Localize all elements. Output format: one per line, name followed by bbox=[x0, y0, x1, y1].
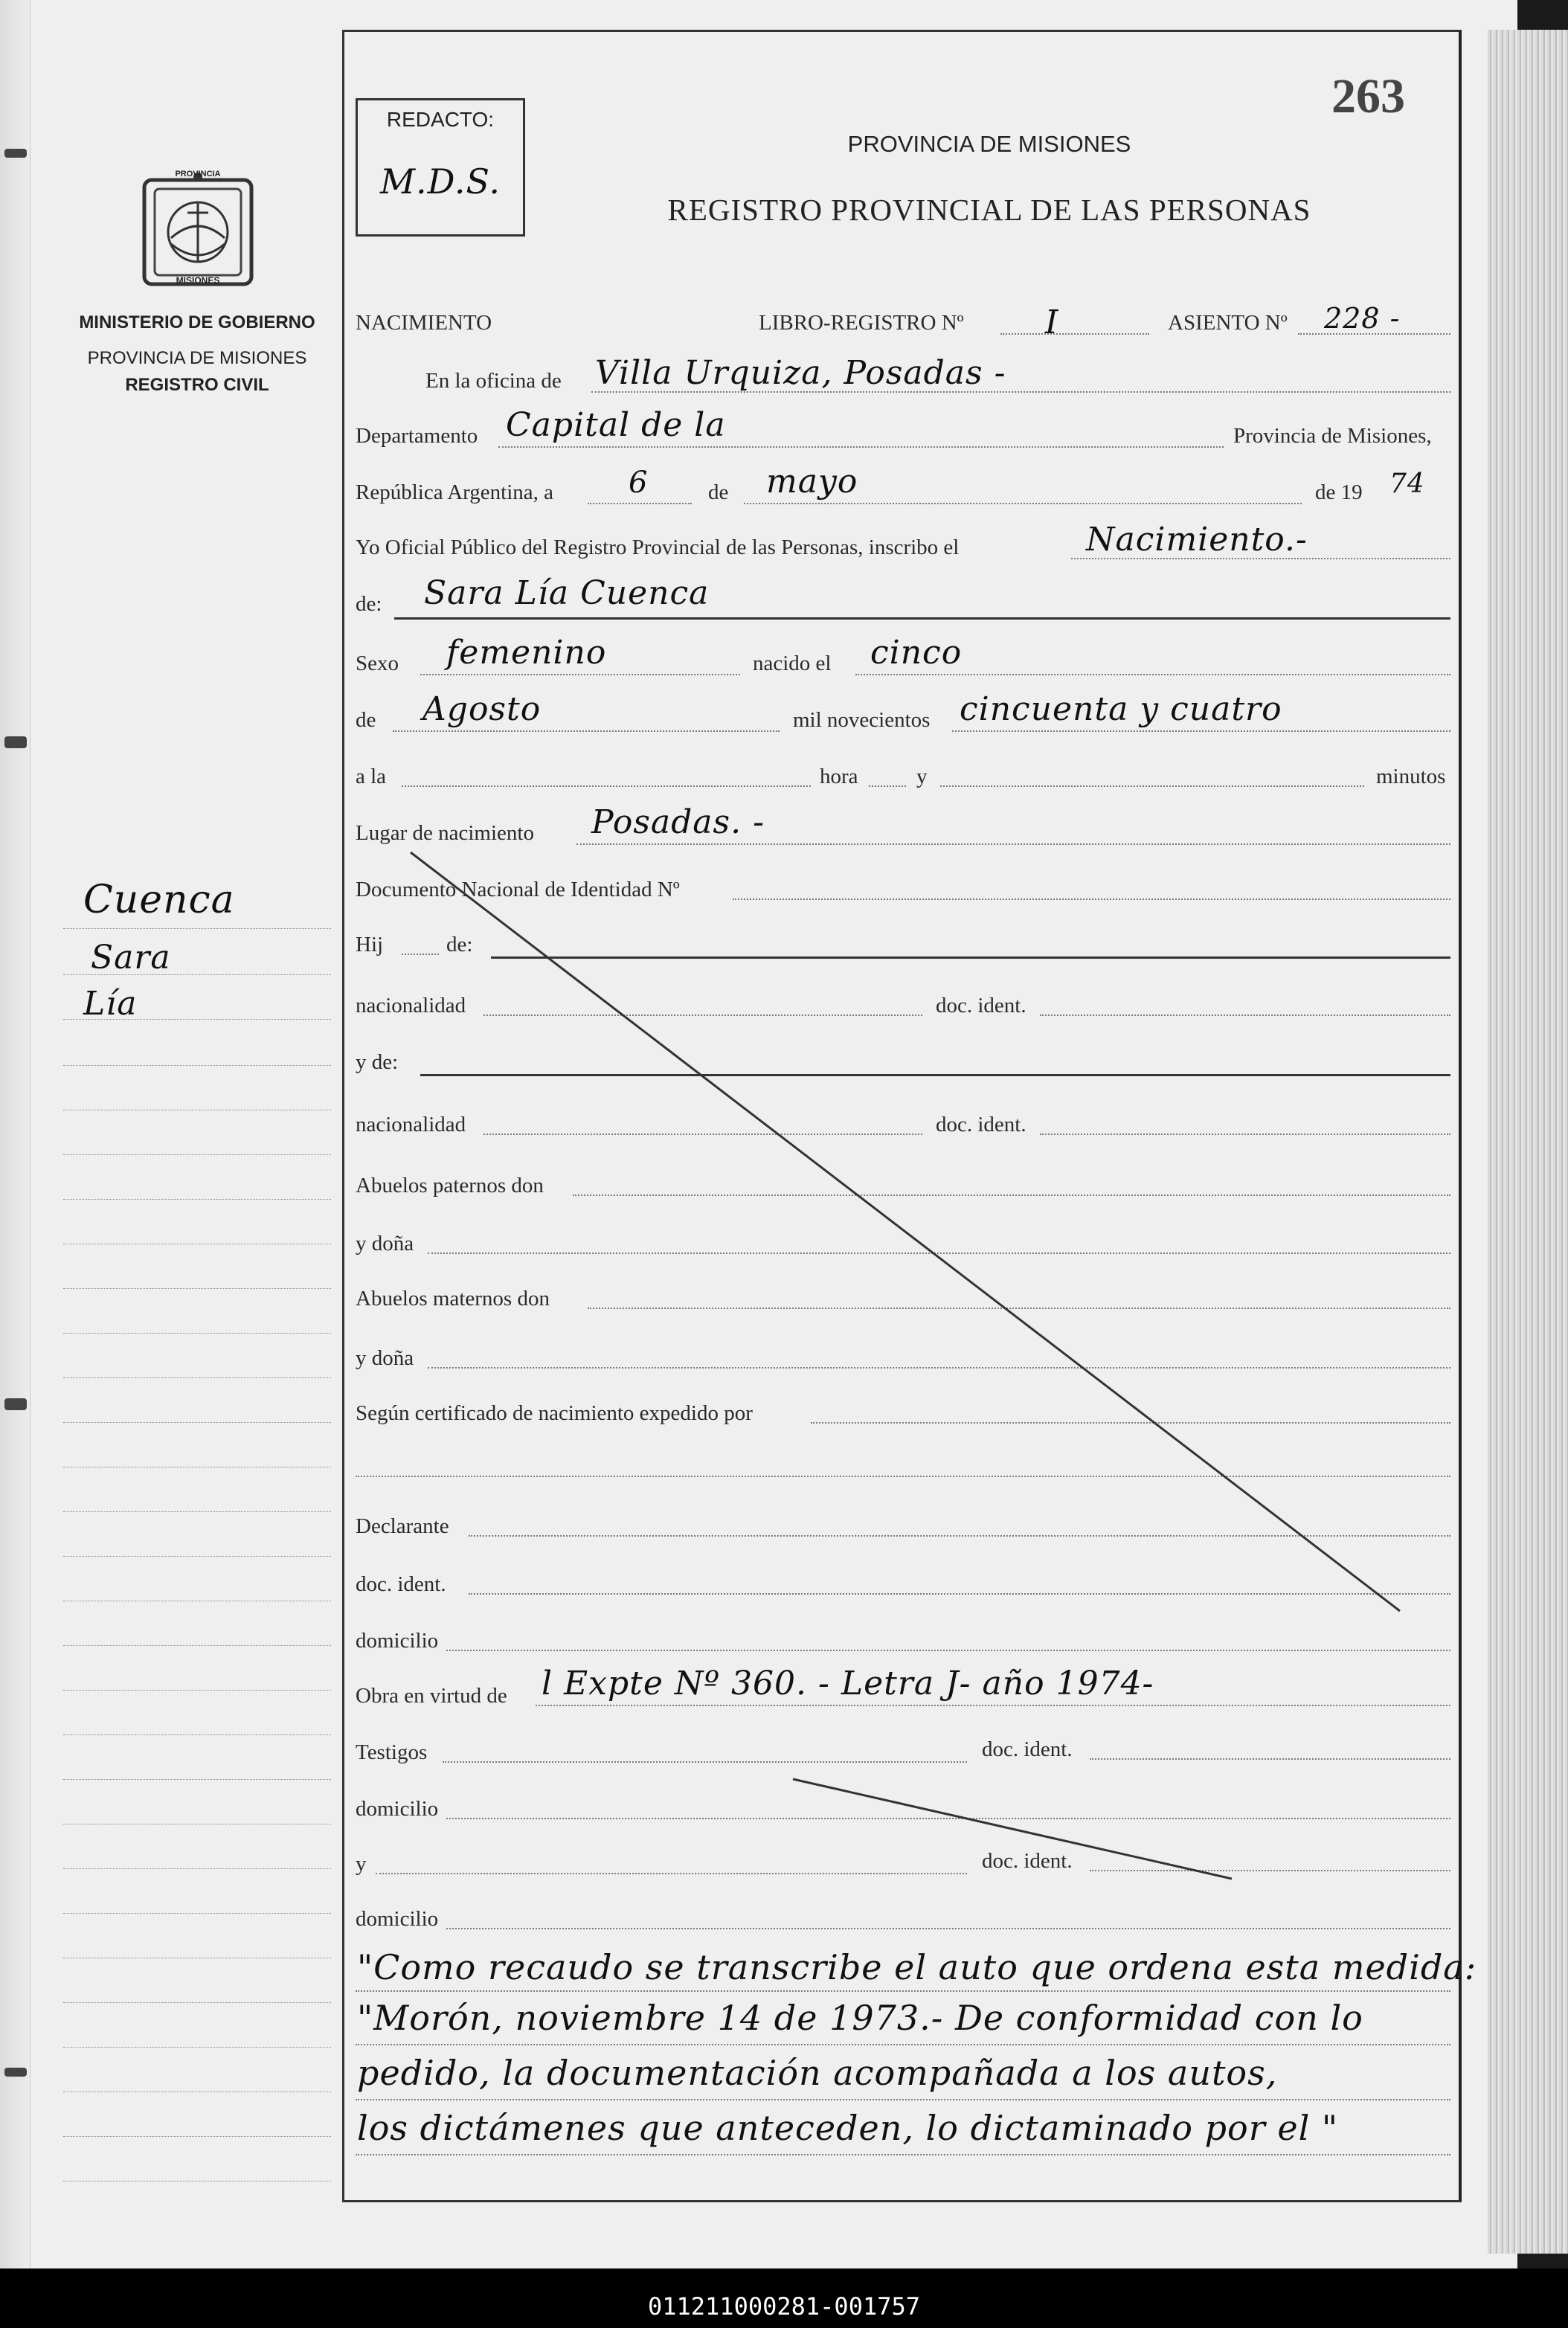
yo-oficial-label: Yo Oficial Público del Registro Provincial de las Personas, inscribo el bbox=[356, 536, 960, 559]
asiento-label: ASIENTO Nº bbox=[1168, 311, 1288, 335]
transcription-line-4: los dictámenes que anteceden, lo dictaminado por el " bbox=[357, 2108, 1339, 2148]
sexo-label: Sexo bbox=[356, 652, 399, 675]
nacimiento-label: NACIMIENTO bbox=[356, 311, 492, 335]
lugar-label: Lugar de nacimiento bbox=[356, 821, 534, 845]
doc-ident-label-5: doc. ident. bbox=[982, 1849, 1073, 1873]
transcription-line-2: "Morón, noviembre 14 de 1973.- De conformidad con lo bbox=[357, 1998, 1363, 2038]
sexo-value: femenino bbox=[446, 634, 607, 672]
de-label: de bbox=[708, 480, 729, 504]
de-nombre-label: de: bbox=[356, 592, 382, 616]
doc-ident-label-4: doc. ident. bbox=[982, 1737, 1073, 1761]
scan-id-label: 011211000281-001757 bbox=[647, 2292, 921, 2321]
minutos-label: minutos bbox=[1376, 765, 1446, 788]
departamento-label: Departamento bbox=[356, 424, 478, 448]
obra-value: l Expte Nº 360. - Letra J- año 1974- bbox=[542, 1665, 1154, 1702]
ministry-line-2: PROVINCIA DE MISIONES bbox=[87, 348, 307, 368]
doc-ident-label-1: doc. ident. bbox=[936, 994, 1026, 1017]
margin-note-first-name: Sara bbox=[91, 939, 171, 977]
libro-registro-label: LIBRO-REGISTRO Nº bbox=[759, 311, 964, 335]
year-value: 74 bbox=[1389, 469, 1425, 499]
domicilio-label-2: domicilio bbox=[356, 1797, 439, 1821]
testigos-label: Testigos bbox=[356, 1740, 428, 1764]
hij-label: Hij bbox=[356, 933, 384, 956]
nacido-mes-value: Agosto bbox=[422, 690, 542, 728]
margin-note-second-name: Lía bbox=[83, 985, 138, 1023]
y-testigo-label: y bbox=[356, 1852, 367, 1876]
abuelos-maternos-label: Abuelos maternos don bbox=[356, 1287, 550, 1311]
page-number: 263 bbox=[1331, 69, 1405, 123]
hora-label: hora bbox=[820, 765, 858, 788]
y-dona-label-1: y doña bbox=[356, 1232, 414, 1255]
dni-label: Documento Nacional de Identidad Nº bbox=[356, 878, 680, 901]
republica-label: República Argentina, a bbox=[356, 480, 554, 504]
transcription-line-3: pedido, la documentación acompañada a los autos, bbox=[357, 2053, 1278, 2093]
declarante-label: Declarante bbox=[356, 1514, 449, 1538]
nacido-value: cinco bbox=[870, 634, 963, 672]
libro-registro-value: I bbox=[1045, 303, 1059, 341]
nacionalidad-label-2: nacionalidad bbox=[356, 1113, 466, 1136]
y-de-label: y de: bbox=[356, 1050, 399, 1074]
mes-value: mayo bbox=[766, 463, 858, 501]
a-la-label: a la bbox=[356, 765, 387, 788]
dia-value: 6 bbox=[629, 466, 649, 500]
abuelos-paternos-label: Abuelos paternos don bbox=[356, 1174, 544, 1197]
segun-label: Según certificado de nacimiento expedido por bbox=[356, 1401, 753, 1425]
margin-note-surname: Cuenca bbox=[83, 878, 235, 922]
provincia-label: Provincia de Misiones, bbox=[1233, 424, 1432, 448]
mil-novecientos-label: mil novecientos bbox=[793, 708, 931, 732]
province-header: PROVINCIA DE MISIONES bbox=[847, 131, 1131, 157]
lugar-value: Posadas. - bbox=[591, 803, 765, 841]
doc-ident-label-2: doc. ident. bbox=[936, 1113, 1026, 1136]
mil-novecientos-value: cincuenta y cuatro bbox=[960, 690, 1282, 728]
y-dona-label-2: y doña bbox=[356, 1346, 414, 1370]
de-mes-label: de bbox=[356, 708, 376, 732]
oficina-label: En la oficina de bbox=[425, 369, 562, 393]
ministry-line-3: REGISTRO CIVIL bbox=[125, 375, 269, 395]
domicilio-label-1: domicilio bbox=[356, 1629, 439, 1653]
nombre-value: Sara Lía Cuenca bbox=[424, 574, 710, 612]
domicilio-label-3: domicilio bbox=[356, 1907, 439, 1931]
nacido-label: nacido el bbox=[753, 652, 832, 675]
redacto-label: REDACTO: bbox=[386, 108, 495, 131]
registry-title: REGISTRO PROVINCIAL DE LAS PERSONAS bbox=[667, 193, 1311, 227]
inscribo-value: Nacimiento.- bbox=[1086, 521, 1308, 559]
de-year-label: de 19 bbox=[1315, 480, 1363, 504]
seal-bottom-text: MISIONES bbox=[176, 275, 220, 286]
nacionalidad-label-1: nacionalidad bbox=[356, 994, 466, 1017]
asiento-value: 228 - bbox=[1324, 302, 1401, 335]
ministry-line-1: MINISTERIO DE GOBIERNO bbox=[79, 312, 315, 332]
hij-de-label: de: bbox=[446, 933, 473, 956]
departamento-value: Capital de la bbox=[506, 406, 726, 444]
oficina-value: Villa Urquiza, Posadas - bbox=[595, 354, 1006, 392]
y-hora-label: y bbox=[916, 765, 928, 788]
doc-ident-label-3: doc. ident. bbox=[356, 1572, 446, 1596]
redacto-value: M.D.S. bbox=[379, 161, 501, 202]
obra-label: Obra en virtud de bbox=[356, 1684, 507, 1708]
transcription-line-1: "Como recaudo se transcribe el auto que ordena esta medida: bbox=[357, 1947, 1477, 1987]
seal-top-text: PROVINCIA bbox=[175, 170, 221, 179]
